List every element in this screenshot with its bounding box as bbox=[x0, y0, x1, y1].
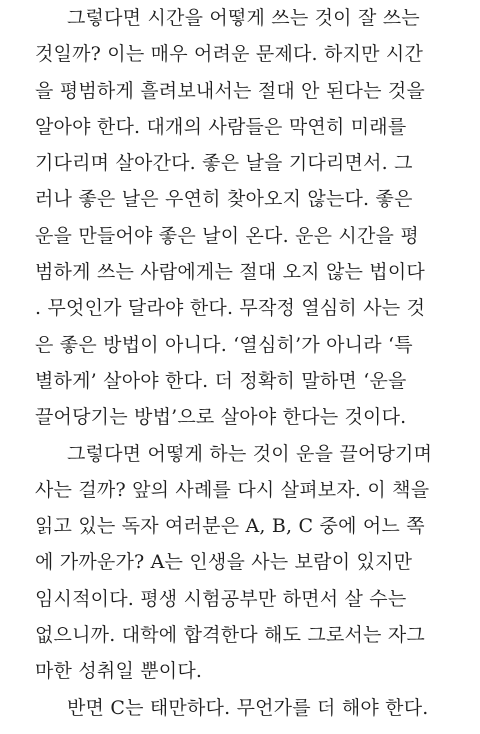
text-line: 을 평범하게 흘려보내서는 절대 안 된다는 것을 bbox=[35, 79, 425, 102]
text-line: 알아야 한다. 대개의 사람들은 막연히 미래를 bbox=[35, 115, 407, 138]
text-line: 것일까? 이는 매우 어려운 문제다. 하지만 시간 bbox=[35, 43, 424, 66]
text-line: 그렇다면 시간을 어떻게 쓰는 것이 잘 쓰는 bbox=[67, 7, 420, 29]
text-line: 러나 좋은 날은 우연히 찾아오지 않는다. 좋은 bbox=[35, 188, 413, 211]
text-line: 그렇다면 어떻게 하는 것이 운을 끌어당기며 bbox=[67, 442, 433, 465]
text-line: 사는 걸까? 앞의 사례를 다시 살펴보자. 이 책을 bbox=[35, 478, 430, 501]
text-line: 별하게’ 살아야 한다. 더 정확히 말하면 ‘운을 bbox=[35, 369, 407, 392]
text-line: 마한 성취일 뿐이다. bbox=[35, 660, 203, 683]
text-line: 읽고 있는 독자 여러분은 A, B, C 중에 어느 쪽 bbox=[35, 515, 425, 538]
text-line: 운을 만들어야 좋은 날이 온다. 운은 시간을 평 bbox=[35, 224, 419, 247]
text-line: 범하게 쓰는 사람에게는 절대 오지 않는 법이다 bbox=[35, 261, 425, 284]
text-line: . 무엇인가 달라야 한다. 무작정 열심히 사는 것 bbox=[35, 297, 426, 320]
text-line: 끌어당기는 방법’으로 살아야 한다는 것이다. bbox=[35, 406, 407, 429]
text-line: 은 좋은 방법이 아니다. ‘열심히’가 아니라 ‘특 bbox=[35, 333, 413, 356]
text-line: 임시적이다. 평생 시험공부만 하면서 살 수는 bbox=[35, 587, 407, 610]
text-line: 에 가까운가? A는 인생을 사는 보람이 있지만 bbox=[35, 551, 413, 574]
text-line: 없으니까. 대학에 합격한다 해도 그로서는 자그 bbox=[35, 624, 425, 647]
body-text bbox=[35, 0, 450, 726]
text-line: 반면 C는 태만하다. 무언가를 더 해야 한다. bbox=[67, 696, 429, 719]
text-line: 기다리며 살아간다. 좋은 날을 기다리면서. 그 bbox=[35, 152, 413, 175]
